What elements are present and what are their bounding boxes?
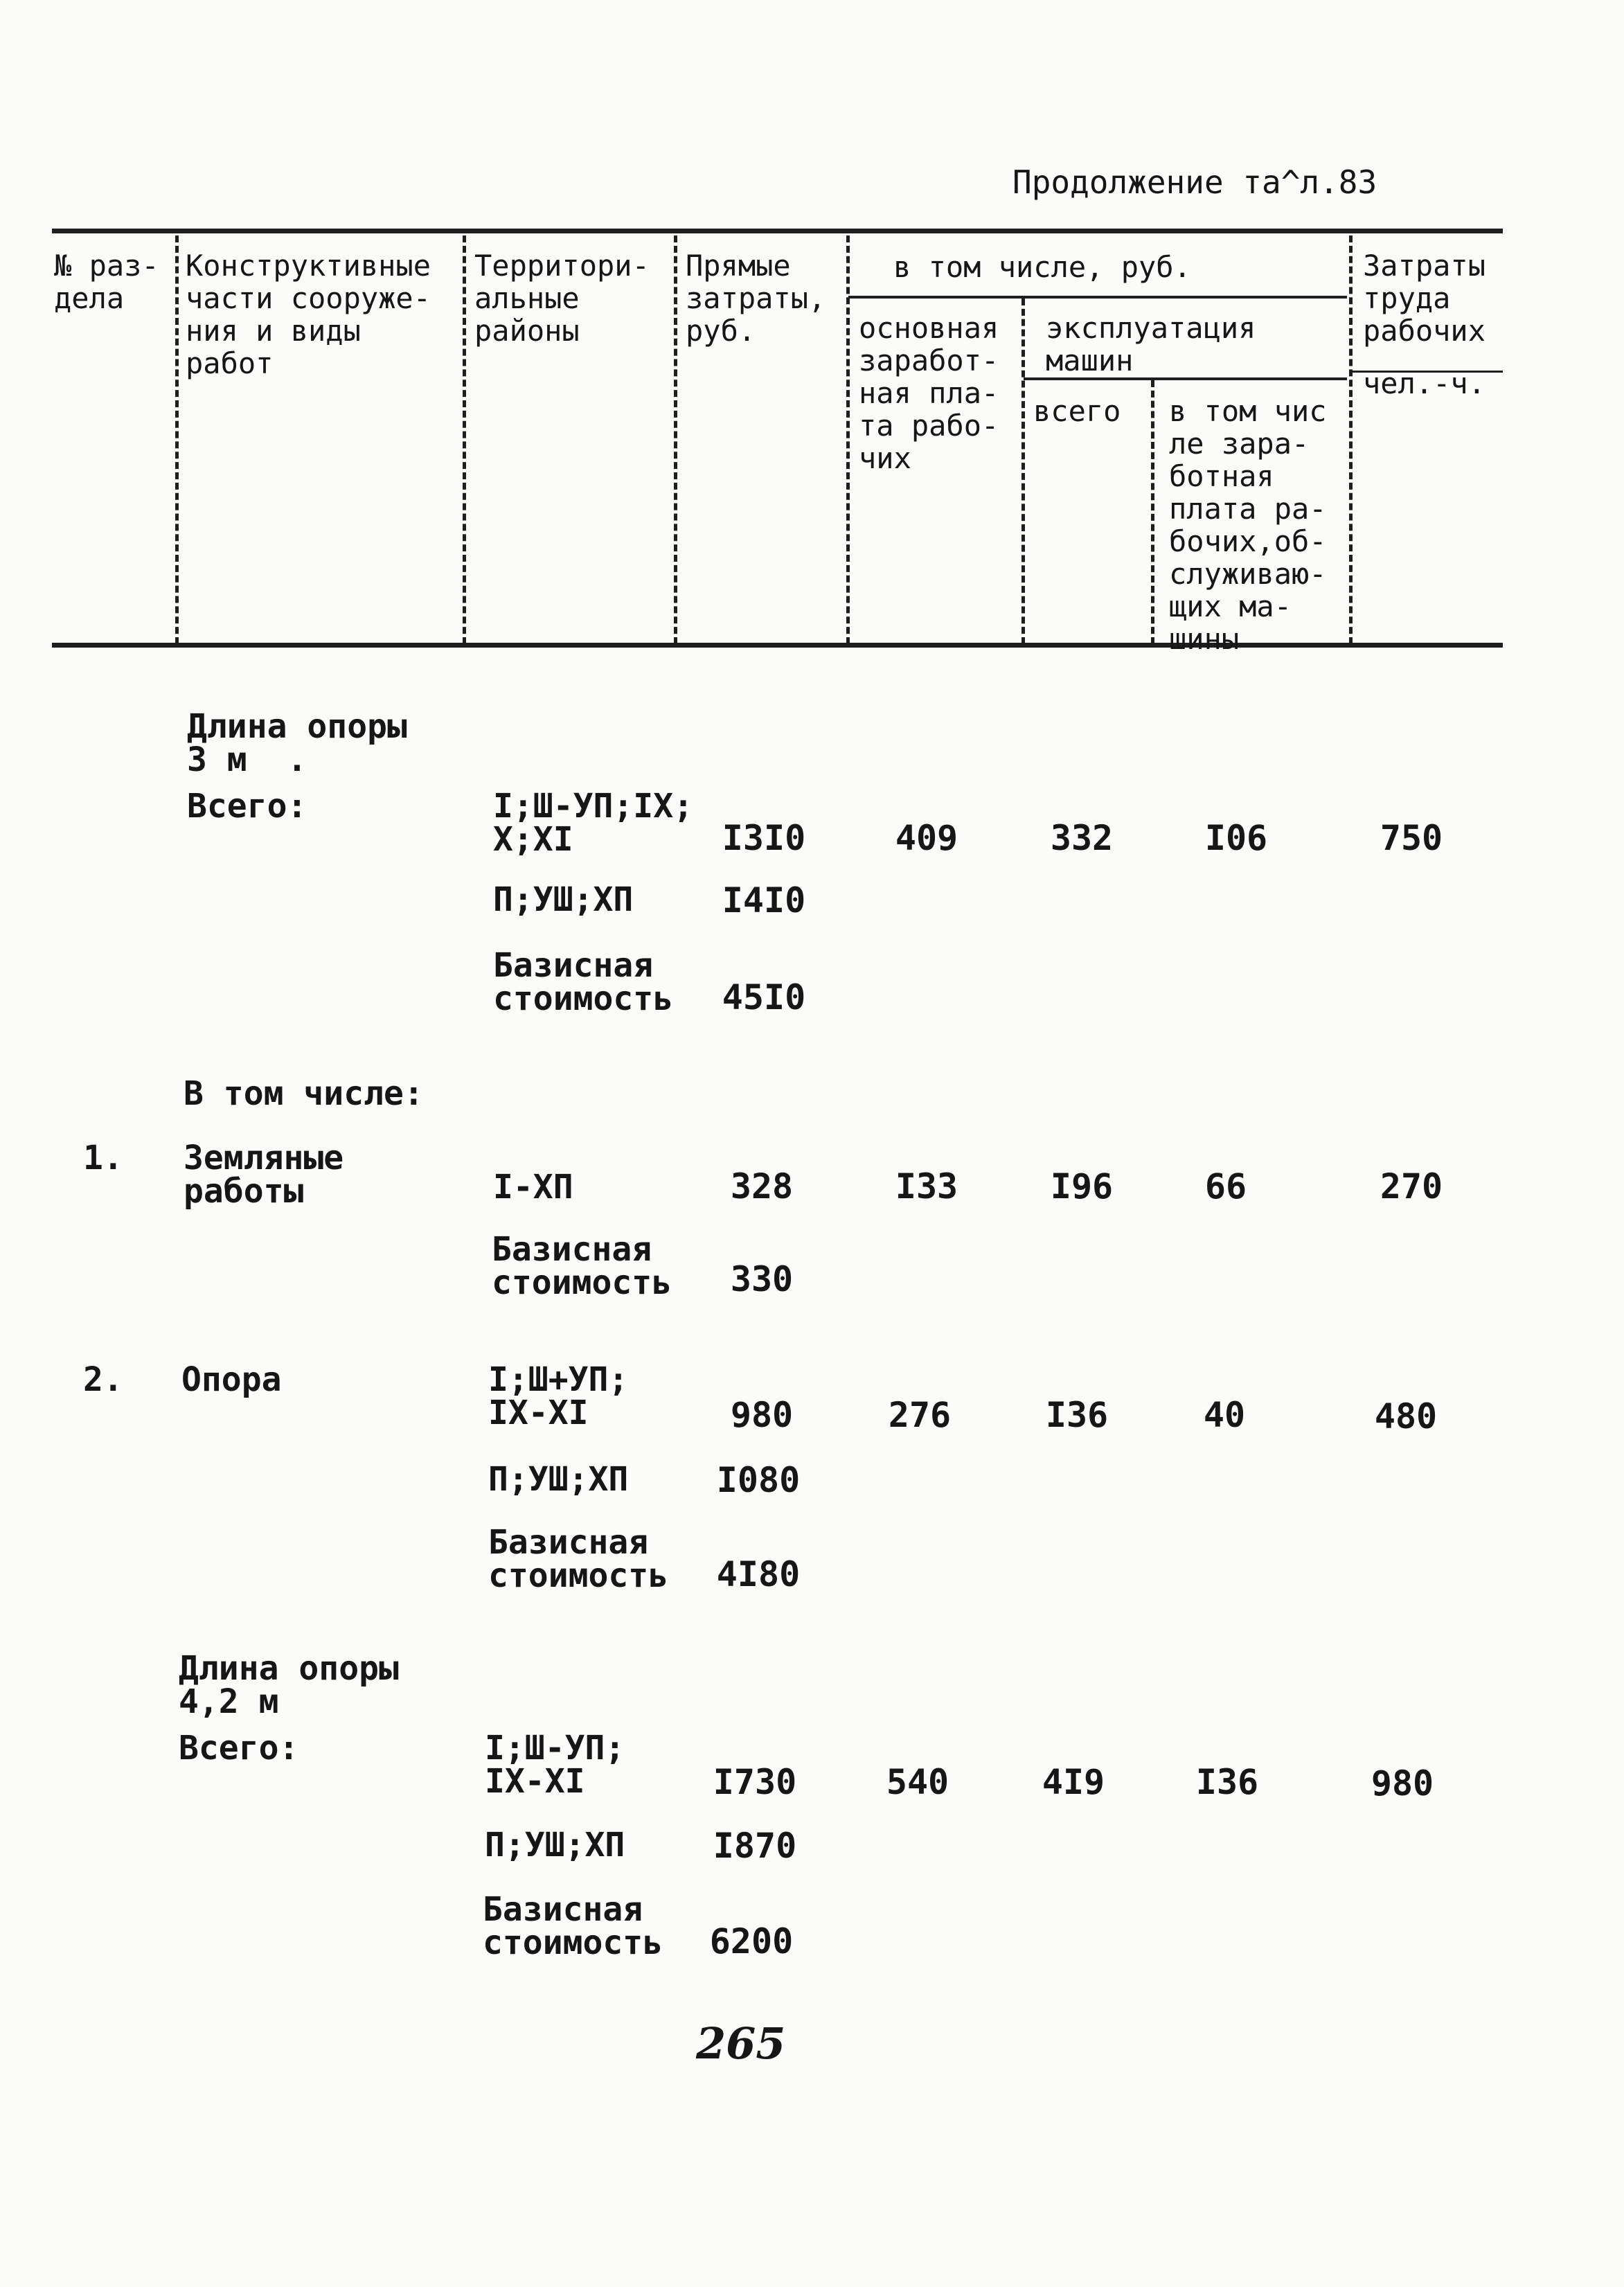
column-separator [175,235,179,644]
wages-value: 540 [886,1762,949,1802]
regions-cell: П;УШ;XП [488,1460,629,1499]
item-name-support: Опора [181,1360,282,1399]
machines-total-value: I36 [1045,1395,1109,1435]
base-cost-value: 45I0 [722,977,806,1017]
base-cost-label: Базисная стоимость [483,1890,663,1962]
machine-wages-value: 40 [1203,1395,1246,1435]
regions-cell: I;Ш-УП; IX-XI [485,1729,625,1801]
header-section-number: № раз- дела [54,249,159,315]
group-title-length-3m: Длина опоры 3 м . [187,707,407,779]
column-separator [463,235,466,644]
direct-cost-value: I4I0 [722,880,806,920]
header-machine-operator-wages: в том чис ле зара- ботная плата ра- бочих,об- служиваю- щих ма- шины [1169,394,1327,656]
regions-cell: П;УШ;XП [485,1826,625,1865]
continuation-note: Продолжение та^л.83 [1012,163,1377,201]
column-separator [846,235,850,644]
header-machine-operation: эксплуатация машин [1046,311,1256,377]
incl-group-rule [848,296,1347,299]
labor-value: 480 [1374,1396,1438,1436]
group-title-length-4-2m: Длина опоры 4,2 м [179,1649,399,1721]
wages-value: 409 [895,818,958,858]
base-cost-label: Базисная стоимость [492,1230,672,1302]
header-labor-costs: Затраты труда рабочих [1363,249,1486,348]
labor-value: 750 [1380,818,1443,858]
direct-cost-value: I870 [713,1826,797,1866]
machines-group-rule [1024,377,1347,380]
including-label: В том числе: [184,1074,424,1113]
header-territorial-regions: Территори- альные районы [474,249,650,348]
machine-wages-value: 66 [1204,1166,1247,1207]
machines-total-value: 4I9 [1042,1762,1105,1802]
base-cost-value: 6200 [709,1921,794,1961]
total-label: Всего: [187,787,307,826]
labor-value: 270 [1380,1166,1443,1207]
header-machines-total: всего [1033,394,1121,428]
column-separator [1151,380,1154,644]
base-cost-value: 4I80 [716,1554,801,1594]
direct-cost-value: I3I0 [722,818,806,858]
page-number: 265 [696,2018,786,2069]
header-structural-parts: Конструктивные части сооруже- ния и виды работ [186,249,431,380]
machine-wages-value: I36 [1195,1762,1259,1802]
column-separator [1021,299,1025,644]
regions-cell: I;Ш+УП; IX-XI [488,1360,629,1432]
regions-cell: П;УШ;ХП [493,880,634,919]
header-labor-unit: чел.-ч. [1363,366,1486,400]
column-separator [674,235,677,644]
wages-value: I33 [895,1166,958,1207]
item-number: 2. [83,1360,123,1399]
direct-cost-value: I730 [713,1762,797,1802]
labor-value: 980 [1371,1763,1434,1804]
header-including-group: в том числе, руб. [893,250,1191,284]
item-name-earthworks: Земляные работы [184,1139,344,1211]
header-direct-costs: Прямые затраты, руб. [686,249,826,348]
column-separator [1349,235,1353,644]
direct-cost-value: I080 [716,1460,801,1500]
total-label: Всего: [179,1729,299,1768]
header-base-wages: основная заработ- ная пла- та рабо- чих [859,311,999,475]
base-cost-label: Базисная стоимость [488,1523,669,1595]
direct-cost-value: 980 [730,1395,794,1435]
direct-cost-value: 328 [730,1166,794,1207]
regions-cell: I;Ш-УП;IX; X;XI [493,787,693,859]
machines-total-value: I96 [1050,1166,1114,1207]
header-top-rule [52,229,1503,233]
wages-value: 276 [888,1395,952,1435]
regions-cell: I-XП [493,1168,573,1207]
machine-wages-value: I06 [1204,818,1268,858]
machines-total-value: 332 [1050,818,1114,858]
base-cost-label: Базисная стоимость [493,946,674,1018]
base-cost-value: 330 [730,1259,794,1299]
item-number: 1. [83,1139,123,1177]
